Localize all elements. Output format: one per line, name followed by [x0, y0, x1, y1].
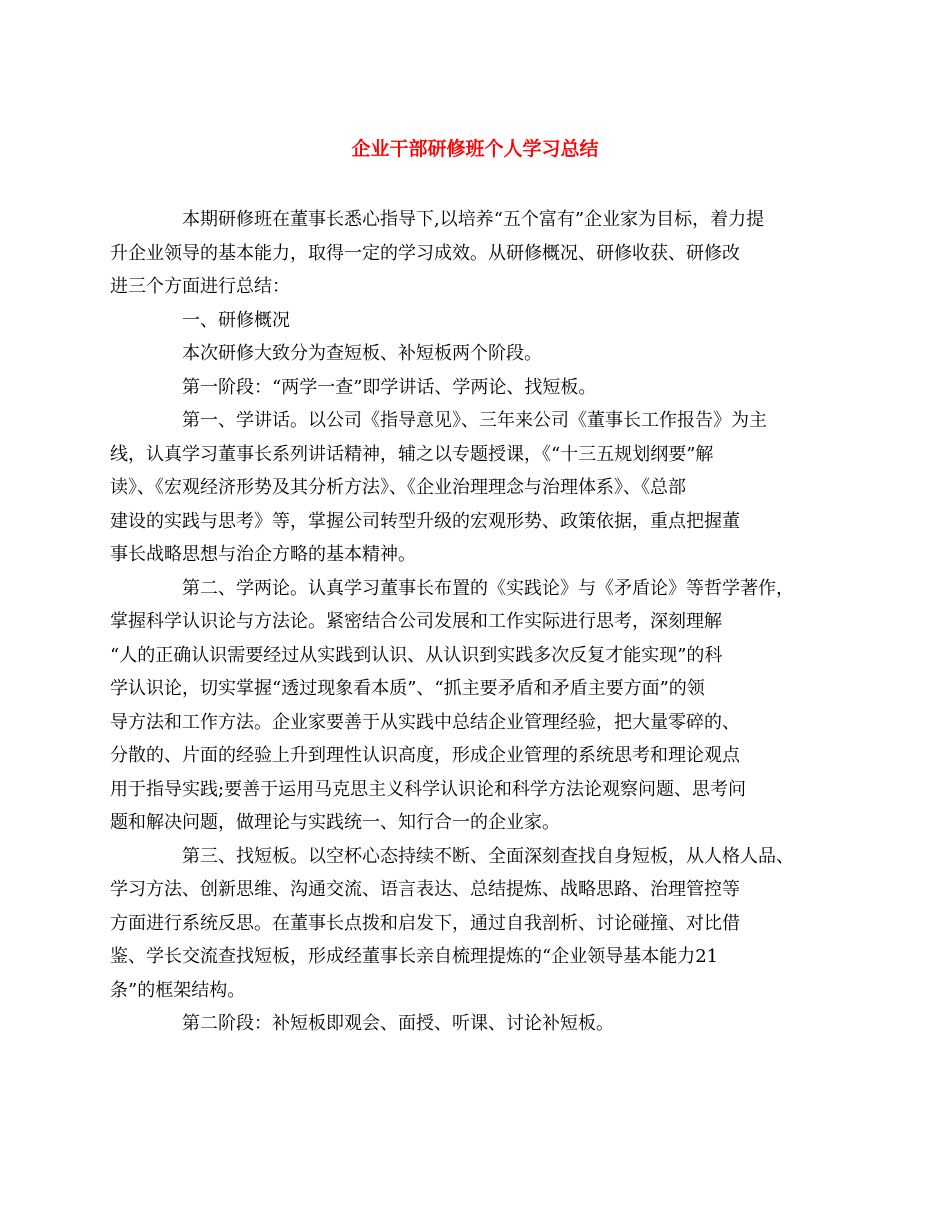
text-line: 学认识论，切实掌握“透过现象看本质”、“抓主要矛盾和矛盾主要方面”的领: [110, 678, 705, 699]
paragraph: [146, 1007, 806, 1041]
text-line: 第二阶段：补短板即观会、面授、听课、讨论补短板。: [182, 1013, 614, 1034]
paragraph: [110, 404, 806, 572]
paragraph: [110, 203, 806, 304]
text-line: 第三、找短板。以空杯心态持续不断、全面深刻查找自身短板，从人格人品、: [182, 845, 794, 867]
text-line: 第二、学两论。认真学习董事长布置的《实践论》与《矛盾论》等哲学著作，: [182, 577, 794, 599]
text-line: 一、研修概况: [182, 309, 290, 331]
text-line: 本次研修大致分为查短板、补短板两个阶段。: [182, 343, 542, 364]
paragraph: [110, 572, 806, 840]
text-line: 本期研修班在董事长悉心指导下,以培养“五个富有”企业家为目标，着力提: [182, 209, 765, 230]
text-line: 条”的框架结构。: [110, 979, 246, 1001]
paragraph: [146, 371, 806, 405]
text-line: 方面进行系统反思。在董事长点拨和启发下，通过自我剖析、讨论碰撞、对比借: [110, 912, 740, 934]
text-line: “人的正确认识需要经过从实践到认识、从认识到实践多次反复才能实现”的科: [110, 644, 723, 666]
text-line: 分散的、片面的经验上升到理性认识高度，形成企业管理的系统思考和理论观点: [110, 745, 740, 766]
text-line: 用于指导实践;要善于运用马克思主义科学认识论和科学方法论观察问题、思考问: [110, 778, 747, 800]
text-line: 升企业领导的基本能力，取得一定的学习成效。从研修概况、研修收获、研修改: [110, 242, 740, 264]
text-line: 进三个方面进行总结：: [110, 276, 290, 297]
document-body: [110, 203, 806, 1041]
text-line: 第一阶段：“两学一查”即学讲话、学两论、找短板。: [182, 376, 597, 398]
text-line: 导方法和工作方法。企业家要善于从实践中总结企业管理经验，把大量零碎的、: [110, 711, 740, 733]
paragraph: [110, 840, 806, 1008]
text-line: 线，认真学习董事长系列讲话精神，辅之以专题授课，《“十三五规划纲要”解: [110, 443, 714, 465]
text-line: 事长战略思想与治企方略的基本精神。: [110, 544, 416, 565]
document-title: 企业干部研修班个人学习总结: [351, 138, 599, 160]
paragraph: [146, 337, 806, 371]
text-line: 题和解决问题，做理论与实践统一、知行合一的企业家。: [110, 812, 560, 833]
text-line: 第一、学讲话。以公司《指导意见》、三年来公司《董事长工作报告》为主: [182, 410, 767, 431]
text-line: 学习方法、创新思维、沟通交流、语言表达、总结提炼、战略思路、治理管控等: [110, 879, 740, 900]
paragraph: [146, 304, 806, 338]
text-line: 读》、《宏观经济形势及其分析方法》、《企业治理理念与治理体系》、《总部: [110, 477, 686, 498]
text-line: 掌握科学认识论与方法论。紧密结合公司发展和工作实际进行思考，深刻理解: [110, 611, 722, 632]
text-line: 鉴、学长交流查找短板，形成经董事长亲自梳理提炼的“企业领导基本能力21: [110, 946, 719, 967]
text-line: 建设的实践与思考》等，掌握公司转型升级的宏观形势、政策依据，重点把握董: [110, 510, 740, 532]
